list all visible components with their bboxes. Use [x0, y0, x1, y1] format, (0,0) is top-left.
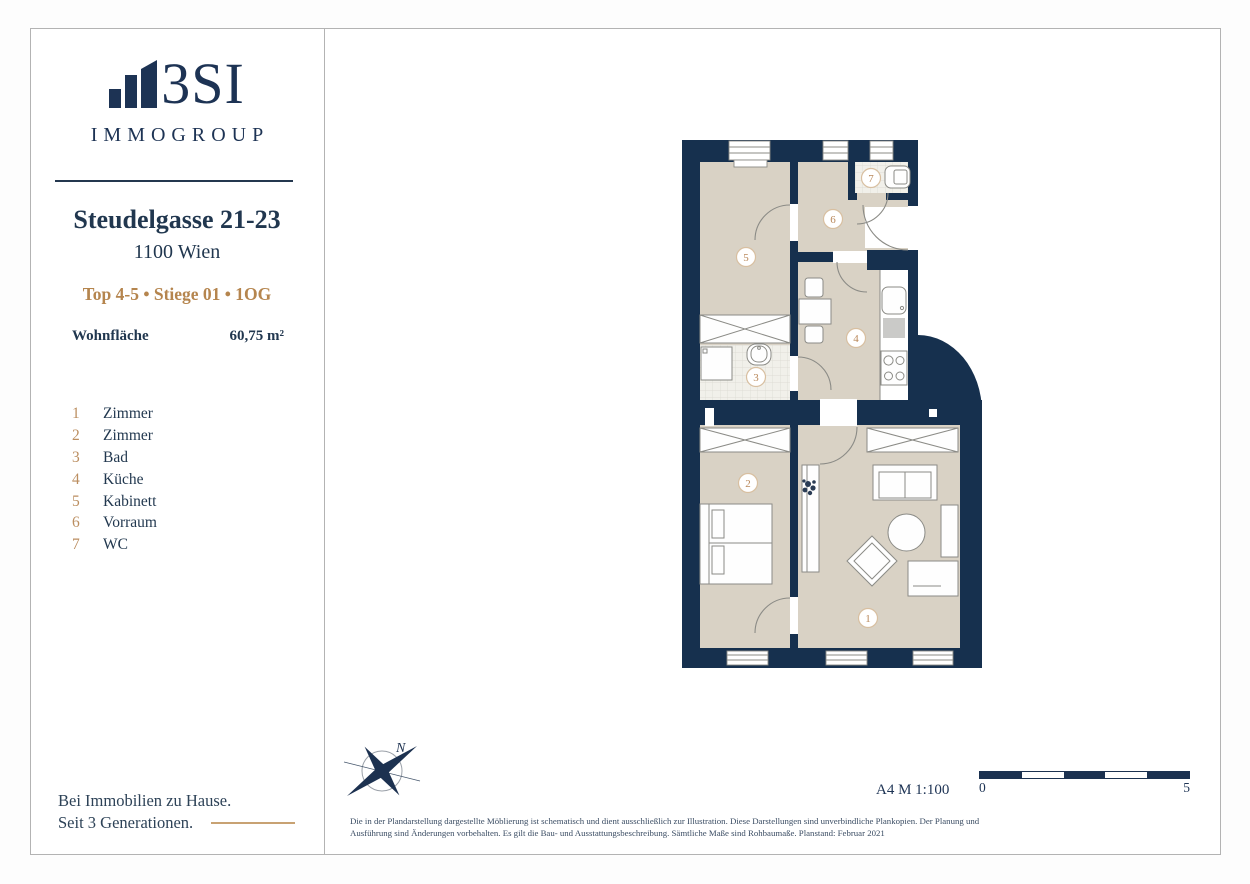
- property-address: Steudelgasse 21-23: [73, 205, 281, 234]
- scale-seg: [1105, 772, 1147, 778]
- legend-label: Zimmer: [103, 426, 153, 444]
- entry-vestibule-floor: [865, 207, 908, 248]
- legend-row: [72, 403, 157, 425]
- room-badge: [859, 609, 878, 628]
- scale-seg: [1064, 772, 1106, 778]
- legend-num: 1: [72, 404, 80, 422]
- wardrobe: [867, 428, 958, 452]
- wardrobe: [700, 315, 790, 343]
- svg-text:4: 4: [853, 332, 859, 345]
- legend-row: [72, 469, 157, 491]
- legend-num: 3: [72, 448, 80, 466]
- area-label: Wohnfläche: [72, 328, 149, 344]
- legend-row: [72, 534, 157, 556]
- window: [913, 651, 953, 665]
- svg-text:7: 7: [868, 172, 874, 185]
- tagline-accent-line: [211, 822, 295, 824]
- scale-seg: [1022, 772, 1064, 778]
- legend-row: [72, 491, 157, 513]
- page-border: [30, 28, 1221, 855]
- window: [823, 141, 848, 160]
- floor-plan: [678, 138, 986, 672]
- brand-tagline: [58, 790, 231, 834]
- scale-end: 5: [1183, 780, 1190, 795]
- legend-row: [72, 447, 157, 469]
- scale-bar-labels: [979, 780, 1190, 796]
- legend-num: 5: [72, 492, 80, 510]
- shaft-marker: [929, 409, 937, 417]
- brand-logo: [30, 51, 324, 117]
- scale-bar-segments: [979, 771, 1190, 779]
- wardrobe: [700, 428, 790, 452]
- logo-wordmark: 3SI: [161, 51, 245, 117]
- legend-num: 6: [72, 514, 80, 532]
- window: [870, 141, 893, 160]
- toilet: [885, 166, 910, 188]
- sofa: [873, 465, 937, 500]
- legend-label: Zimmer: [103, 404, 153, 422]
- window: [729, 141, 770, 167]
- column-divider: [324, 28, 325, 854]
- scale-seg: [1147, 772, 1189, 778]
- svg-text:6: 6: [830, 213, 836, 226]
- room-badge: [747, 368, 766, 387]
- double-bed: [700, 504, 772, 584]
- room-badge: [737, 248, 756, 267]
- wash-basin: [747, 344, 771, 365]
- window: [727, 651, 768, 665]
- compass-rose: [335, 728, 435, 820]
- plan-scale-text: A4 M 1:100: [876, 782, 950, 798]
- room-badge: [847, 329, 866, 348]
- logo-subtext: IMMOGROUP: [90, 124, 270, 146]
- legend-label: Kabinett: [103, 492, 157, 510]
- legend-num: 7: [72, 536, 80, 554]
- scale-start: 0: [979, 780, 986, 795]
- property-city: 1100 Wien: [133, 241, 221, 263]
- living-area-row: [72, 328, 284, 345]
- svg-text:5: 5: [743, 251, 749, 264]
- svg-text:1: 1: [865, 612, 871, 625]
- round-table: [888, 514, 925, 551]
- logo-divider-line: [55, 180, 293, 182]
- legend-label: Bad: [103, 448, 128, 466]
- dish-rack: [882, 317, 906, 339]
- area-value: 60,75 m²: [229, 328, 284, 344]
- logo-bars-icon: [109, 56, 157, 108]
- tagline-line2: Seit 3 Generationen.: [58, 813, 194, 832]
- legend-label: WC: [103, 536, 128, 554]
- room-badge: [824, 210, 843, 229]
- legend-num: 4: [72, 470, 80, 488]
- compass-north-label: N: [396, 741, 406, 756]
- disclaimer-text: Die in der Plandarstellung dargestellte Möblierung ist schematisch und dient ausschließlich zur Illustration. Diese Darstellungen sind unverbindliche Plankopien. Der Planung und Ausführung sind Änderungen vorbehalten. Es gilt die Bau- und Ausstattungsbeschreibung. Sämtliche Maße sind Rohbaumaße. Planstand: Februar 2021: [350, 816, 980, 838]
- compass-star: [347, 746, 417, 796]
- legend-num: 2: [72, 426, 80, 444]
- unit-info: Top 4-5 • Stiege 01 • 1OG: [82, 284, 272, 304]
- washing-machine: [701, 347, 732, 380]
- stove: [881, 351, 907, 385]
- legend-label: Vorraum: [103, 514, 157, 532]
- curved-wall: [908, 250, 982, 425]
- scale-bar: [979, 771, 1190, 796]
- svg-text:3: 3: [753, 371, 759, 384]
- room-legend: [72, 403, 157, 556]
- tagline-line1: Bei Immobilien zu Hause.: [58, 791, 232, 810]
- window: [826, 651, 867, 665]
- room-badge: [862, 169, 881, 188]
- scale-seg: [980, 772, 1022, 778]
- svg-text:2: 2: [745, 477, 751, 490]
- room-badge: [739, 474, 758, 493]
- legend-label: Küche: [103, 470, 144, 488]
- legend-row: [72, 512, 157, 534]
- legend-row: [72, 425, 157, 447]
- kitchen-sink: [882, 287, 906, 314]
